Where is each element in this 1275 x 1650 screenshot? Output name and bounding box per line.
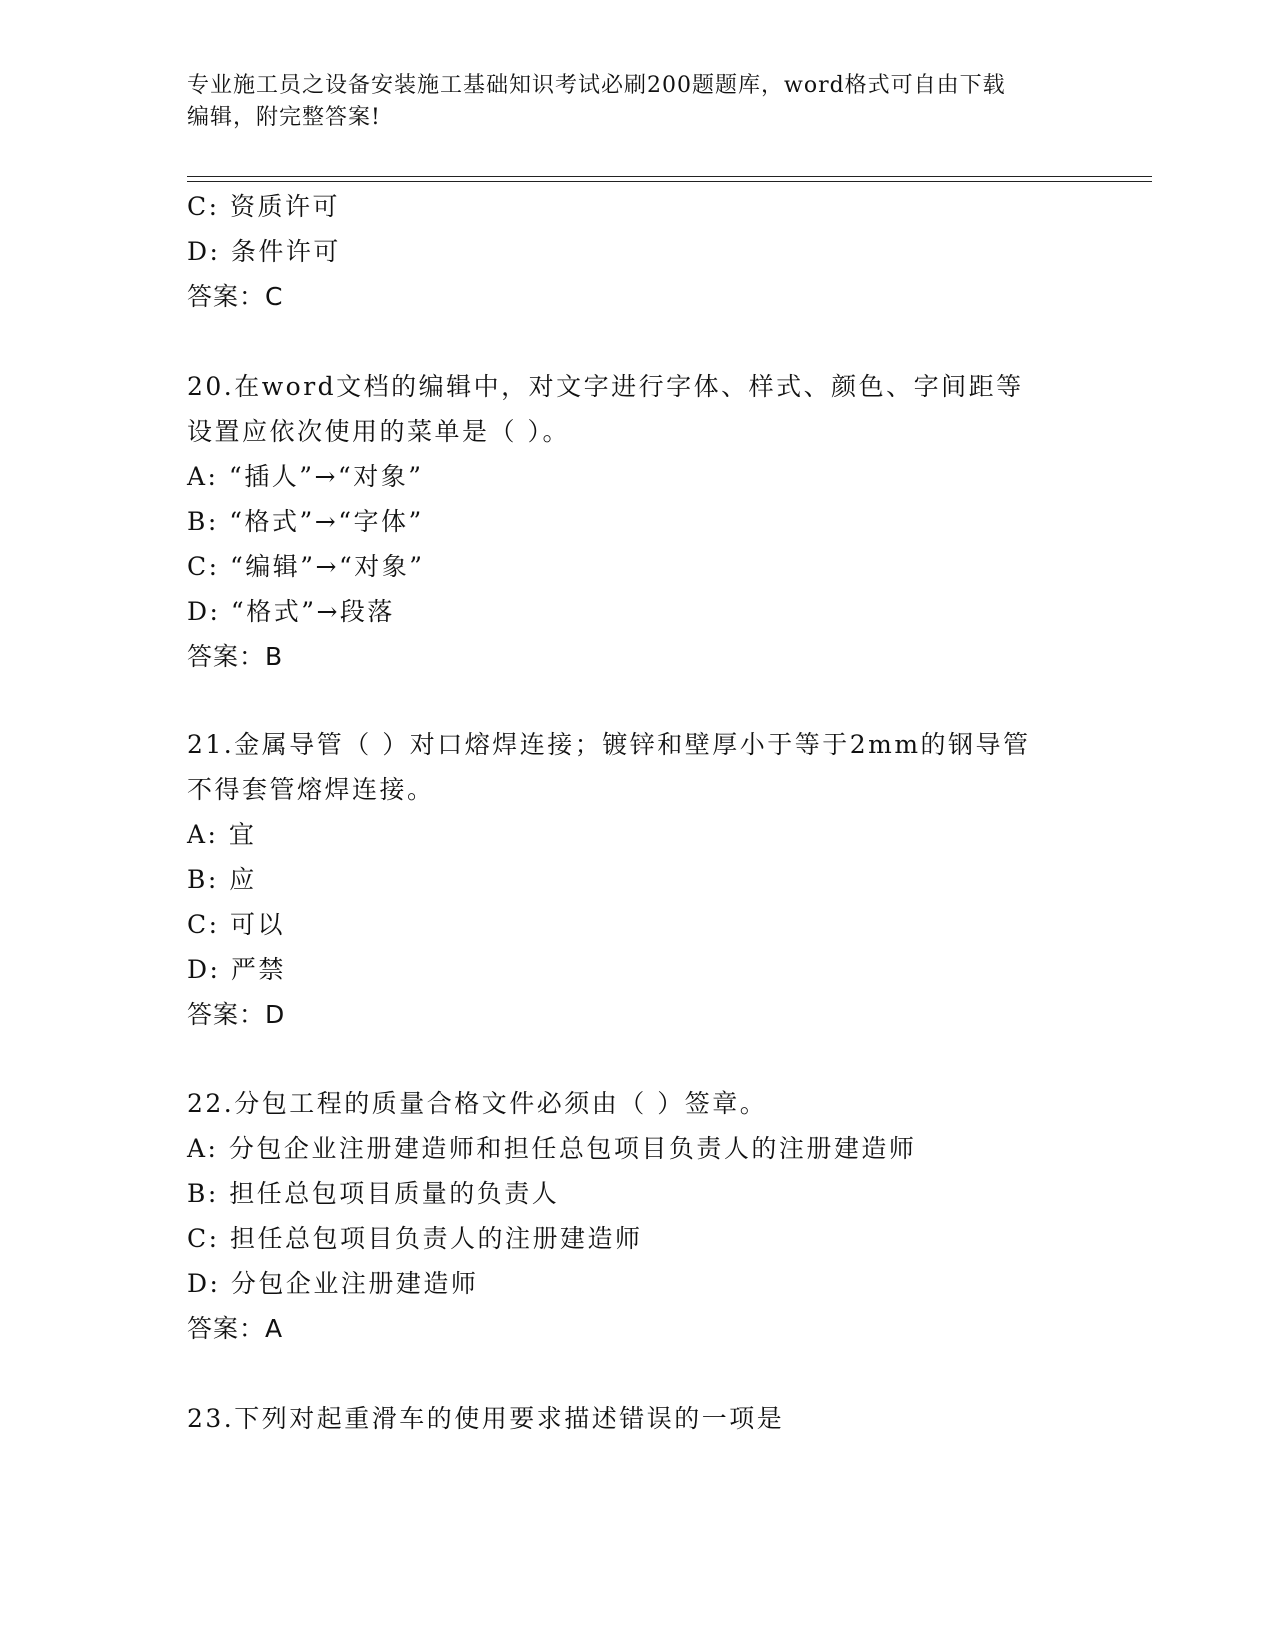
q21-option-d: D: 严禁	[187, 955, 286, 984]
q20-answer: 答案：B	[187, 642, 284, 671]
q23-stem-line-1: 23.下列对起重滑车的使用要求描述错误的一项是	[187, 1404, 785, 1433]
q21-option-c: C: 可以	[187, 910, 285, 939]
q22-option-d: D: 分包企业注册建造师	[187, 1269, 479, 1298]
q19-option-c: C: 资质许可	[187, 192, 340, 221]
header-rule-bottom	[187, 181, 1152, 182]
q20-option-b: B: “格式”→“字体”	[187, 507, 424, 536]
q22-answer: 答案：A	[187, 1314, 284, 1343]
header-line-2: 编辑，附完整答案!	[187, 105, 381, 130]
q20-option-a: A: “插人”→“对象”	[187, 462, 424, 491]
q20-option-c: C: “编辑”→“对象”	[187, 552, 425, 581]
q21-stem-line-2: 不得套管熔焊连接。	[187, 775, 435, 804]
q22-option-a: A: 分包企业注册建造师和担任总包项目负责人的注册建造师	[187, 1134, 917, 1163]
q20-stem-line-1: 20.在word文档的编辑中，对文字进行字体、样式、颜色、字间距等	[187, 372, 1024, 401]
q21-option-b: B: 应	[187, 865, 257, 894]
q20-option-d: D: “格式”→段落	[187, 597, 395, 626]
q22-stem-line-1: 22.分包工程的质量合格文件必须由（ ）签章。	[187, 1089, 768, 1118]
q21-option-a: A: 宜	[187, 820, 257, 849]
q22-option-b: B: 担任总包项目质量的负责人	[187, 1179, 560, 1208]
q20-stem-line-2: 设置应依次使用的菜单是（ ）。	[187, 417, 570, 446]
header-rule-top	[187, 176, 1152, 177]
q19-answer: 答案：C	[187, 282, 284, 311]
q21-stem-line-1: 21.金属导管（ ）对口熔焊连接；镀锌和壁厚小于等于2mm的钢导管	[187, 730, 1031, 759]
header-line-1: 专业施工员之设备安装施工基础知识考试必刷200题题库，word格式可自由下载	[187, 73, 1006, 98]
q21-answer: 答案：D	[187, 1000, 286, 1029]
q19-option-d: D: 条件许可	[187, 237, 341, 266]
page-header	[187, 70, 1087, 134]
q22-option-c: C: 担任总包项目负责人的注册建造师	[187, 1224, 643, 1253]
